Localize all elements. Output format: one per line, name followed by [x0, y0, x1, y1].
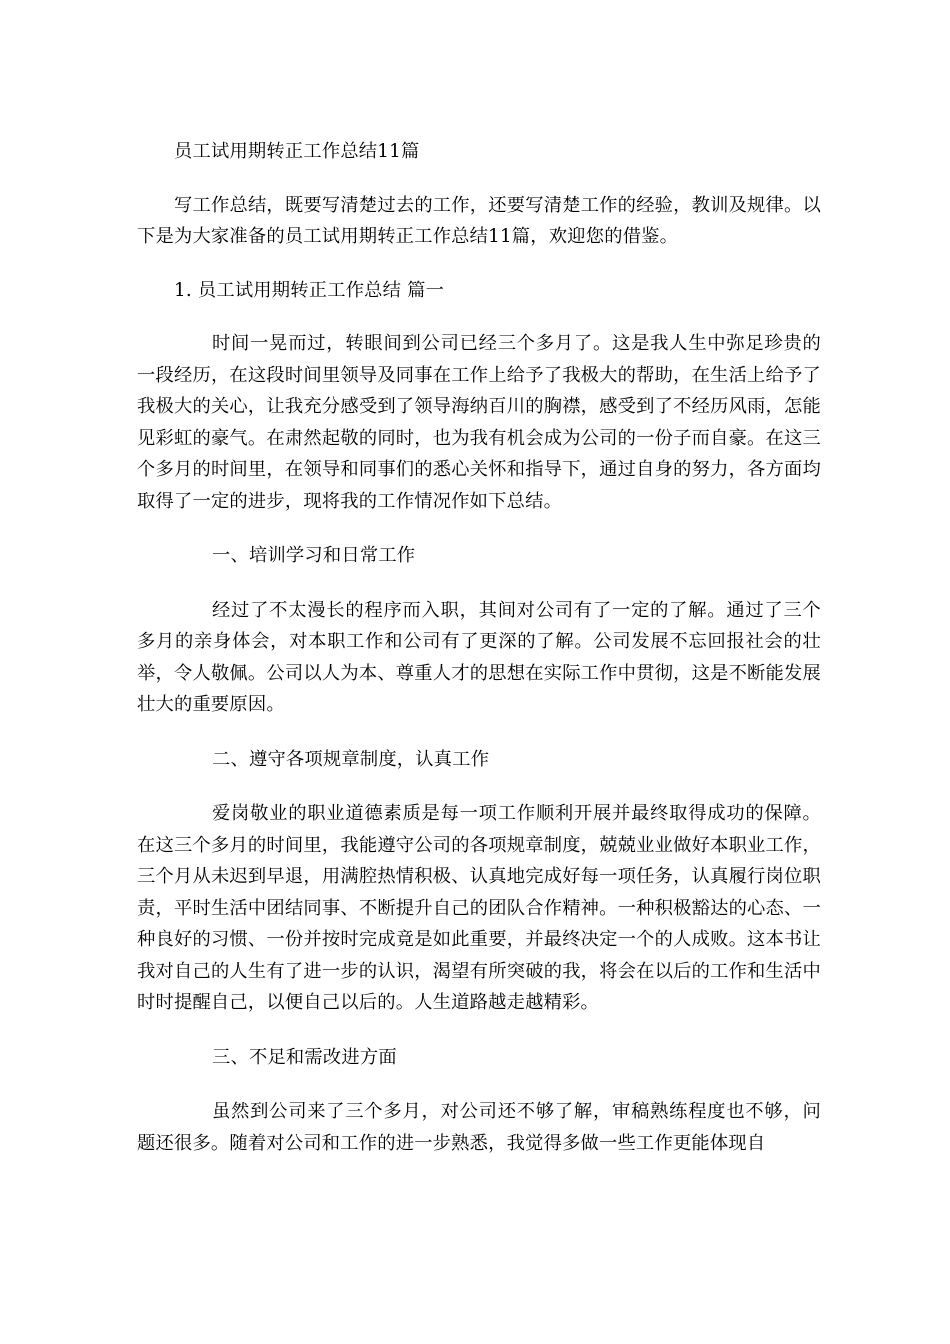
document-title: 员工试用期转正工作总结11篇	[174, 141, 420, 162]
body-paragraph: 虽然到公司来了三个多月，对公司还不够了解，审稿熟练程度也不够，问题还很多。随着对公司和工作的进一步熟悉，我觉得多做一些工作更能体现自	[137, 1101, 821, 1154]
body-paragraph: 爱岗敬业的职业道德素质是每一项工作顺利开展并最终取得成功的保障。在这三个多月的时间里，我能遵守公司的各项规章制度，兢兢业业做好本职业工作，三个月从未迟到早退，用满腔热情积极、认真地完成好每一项任务，认真履行岗位职责，平时生活中团结同事、不断提升自己的团队合作精神。一种积极豁达的心态、一种良好的习惯、一份并按时完成竟是如此重要，并最终决定一个的人成败。这本书让我对自己的人生有了进一步的认识，渴望有所突破的我，将会在以后的工作和生活中时时提醒自己，以便自己以后的。人生道路越走越精彩。	[137, 803, 821, 1013]
spacer	[137, 168, 821, 190]
subsection-heading: 二、遵守各项规章制度，认真工作	[212, 748, 490, 770]
spacer	[137, 1019, 821, 1042]
spacer	[137, 1073, 821, 1096]
intro-paragraph: 写工作总结，既要写清楚过去的工作，还要写清楚工作的经验，教训及规律。以下是为大家准备的员工试用期转正工作总结11篇，欢迎您的借鉴。	[137, 194, 821, 247]
spacer	[137, 306, 821, 328]
document-body	[137, 136, 821, 1159]
spacer	[137, 517, 821, 540]
spacer	[137, 572, 821, 595]
body-paragraph: 经过了不太漫长的程序而入职，其间对公司有了一定的了解。通过了三个多月的亲身体会，对本职工作和公司有了更深的了解。公司发展不忘回报社会的壮举，令人敬佩。公司以人为本、尊重人才的思想在实际工作中贯彻，这是不断能发展壮大的重要原因。	[137, 599, 821, 715]
subsection-heading: 一、培训学习和日常工作	[212, 545, 416, 566]
spacer	[137, 721, 821, 744]
body-paragraph: 时间一晃而过，转眼间到公司已经三个多月了。这是我人生中弥足珍贵的一段经历，在这段时间里领导及同事在工作上给予了我极大的帮助，在生活上给予了我极大的关心，让我充分感受到了领导海纳百川的胸襟，感受到了不经历风雨，怎能见彩虹的豪气。在肃然起敬的同时，也为我有机会成为公司的一份子而自豪。在这三个多月的时间里，在领导和同事们的悉心关怀和指导下，通过自身的努力，各方面均取得了一定的进步，现将我的工作情况作如下总结。	[137, 333, 821, 512]
spacer	[137, 775, 821, 798]
spacer	[137, 253, 821, 275]
section-heading: 1. 员工试用期转正工作总结 篇一	[174, 279, 445, 301]
subsection-heading: 三、不足和需改进方面	[212, 1046, 397, 1068]
